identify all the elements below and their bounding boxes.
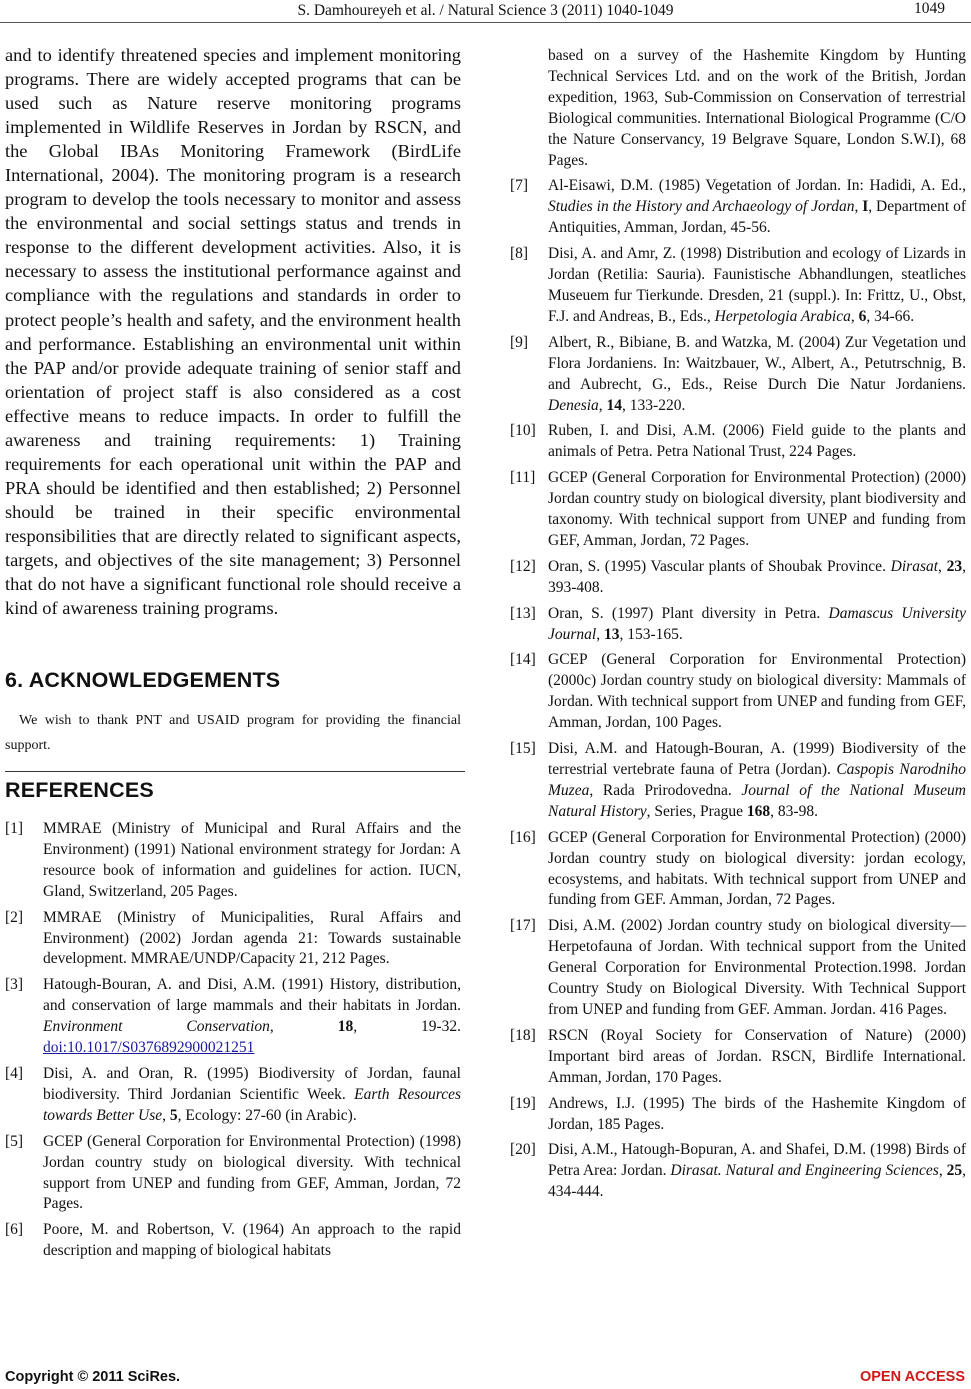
reference-text [548,916,966,1021]
reference-number: [7] [510,177,529,195]
reference-item [510,421,966,463]
reference-segment: , 153-165. [619,625,683,643]
reference-item [5,1220,461,1262]
reference-item [510,604,966,646]
reference-number: [10] [510,422,536,440]
reference-segment: Disi, A. and Amr, Z. (1998) Distribution and ecology of Lizards in Jordan (Retilia: Sauria). Faunistische Abhandlungen, steatliches Museuem fur Tierkunde. Dresden, 21 (suppl.). In: Frittz, U., Obst, F.J. and Andreas, B., Eds., [548,245,966,325]
reference-item [510,739,966,823]
reference-segment: Ruben, I. and Disi, A.M. (2006) Field guide to the plants and animals of Petra. Petra National Trust, 224 Pages. [548,422,966,461]
reference-number: [19] [510,1094,536,1112]
reference-number: [3] [5,976,24,994]
reference-volume: 5 [169,1106,178,1124]
reference-segment: , [162,1106,170,1124]
reference-item [510,468,966,552]
reference-journal: Damascus University Journal [548,604,966,643]
reference-text [548,739,966,823]
reference-number: [4] [5,1064,24,1082]
reference-item [510,916,966,1021]
reference-item [510,650,966,734]
reference-list-left [5,819,461,1267]
reference-segment: , 19-32. [353,1018,462,1036]
reference-text [548,1140,966,1203]
reference-volume: I [862,198,869,216]
reference-volume: 14 [606,396,623,414]
reference-segment: GCEP (General Corporation for Environmental Protection) (2000c) Jordan country study on biological diversity: Mammals of Jordan. With technical support from UNEP and funding from GEF, Amman, Jordan, 100 Pages. [548,651,966,732]
reference-number: [17] [510,917,536,935]
reference-segment: Disi, A.M. and Hatough-Bouran, A. (1999) Biodiversity of the terrestrial vertebrate fauna of Petra (Jordan). [548,740,966,778]
left-column [5,43,462,1260]
doi-link[interactable]: doi:10.1017/S0376892900021251 [43,1039,255,1057]
reference-volume: 18 [337,1018,354,1036]
reference-journal: Dirasat [890,557,939,575]
reference-segment: GCEP (General Corporation for Environmental Protection) (1998) Jordan country study on biological diversity. With technical support from UNEP and funding from GEF, Amman, Jordan, 72 Pages. [43,1132,461,1213]
reference-segment: , [938,1162,947,1180]
reference-segment: Oran, S. (1995) Vascular plants of Shoubak Province. [548,557,891,575]
reference-text [548,244,966,328]
reference-item [510,1094,966,1136]
reference-item [510,1140,966,1203]
reference-volume: 168 [746,802,771,820]
reference-segment: , [850,307,859,325]
header-divider [0,22,971,23]
reference-text [548,176,966,239]
reference-journal: Caspopis Narodniho Muzea [548,761,967,799]
reference-journal: Environment Conservation [43,1018,270,1036]
reference-text [43,1132,461,1216]
reference-segment: Oran, S. (1997) Plant diversity in Petra. [548,604,829,622]
reference-number: [1] [5,820,24,837]
reference-segment: RSCN (Royal Society for Conservation of Nature) (2000) Important bird areas of Jordan. RSCN, Birdlife International. Amman, Jordan, 170 Pages. [548,1026,966,1086]
reference-text [548,468,966,552]
reference-number: [9] [510,333,529,351]
page-footer [0,1369,971,1389]
reference-segment: Poore, M. and Robertson, V. (1964) An approach to the rapid description and mapping of biological habitats [43,1221,461,1260]
reference-number: [8] [510,245,529,263]
reference-journal: Herpetologia Arabica [714,307,851,325]
reference-text [548,604,966,646]
reference-text [43,1064,461,1127]
reference-segment: , [854,198,863,216]
reference-text [43,908,461,971]
reference-volume: 23 [946,557,963,575]
reference-continuation-text: based on a survey of the Hashemite Kingdom by Hunting Technical Services Ltd. and on the work of the British, Jordan expedition, 1963, Sub-Commission on Conservation of terrestrial Biological communities. International Biological Programme (C/O the Nature Conservancy, 19 Belgrave Square, London S.W.I), 68 Pages. [548,47,966,169]
reference-number: [14] [510,651,536,669]
running-header [0,2,971,22]
copyright-notice: Copyright © 2011 SciRes. [5,1369,181,1385]
reference-item [5,1132,461,1216]
reference-segment: , [269,1018,338,1036]
reference-text [548,421,966,463]
reference-item [5,819,461,903]
references-divider [5,771,465,772]
reference-text [548,557,966,599]
reference-number: [11] [510,469,536,487]
reference-segment: GCEP (General Corporation for Environmental Protection) (2000) Jordan country study on biological diversity, plant biodiversity and taxonomy. With technical support from UNEP and funding from GEF, Amman, Jordan, 72 Pages. [548,469,966,549]
right-column [510,46,966,1208]
reference-segment: Albert, R., Bibiane, B. and Watzka, M. (2004) Zur Vegetation und Flora Jordaniens. In: Waitzbauer, W., Albert, A., Petutrschnig, B. and Aubrecht, G., Eds., Reise Durch Die Natur Jordaniens. [548,333,966,393]
reference-item [5,1064,461,1127]
reference-continuation [510,46,966,171]
reference-volume: 6 [858,307,867,325]
reference-volume: 13 [603,625,620,643]
reference-list-right [510,46,966,1203]
reference-item [510,333,966,417]
reference-text [548,650,966,734]
reference-number: [13] [510,604,536,622]
reference-text [548,1026,966,1089]
reference-segment: Disi, A.M. (2002) Jordan country study on biological diversity—Herpetofauna of Jordan. With technical support from the United General Corporation for Environmental Protection.1998. Jordan Country Study on Biological Diversity. With Technical Support from UNEP and funding from GEF. Amman. Jordan. 416 Pages. [548,917,966,1018]
reference-text [43,819,461,903]
reference-segment: MMRAE (Ministry of Municipal and Rural Affairs and the Environment) (1991) National environment strategy for Jordan: A resource book of information and guidelines for action. IUCN, Gland, Switzerland, 205 Pages. [43,820,461,900]
acknowledgements-text: We wish to thank PNT and USAID program for providing the financial support. [5,713,461,753]
reference-item [510,1026,966,1089]
reference-number: [16] [510,828,536,846]
reference-journal: Dirasat. Natural and Engineering Sciences [670,1162,939,1180]
running-title: S. Damhoureyeh et al. / Natural Science 3 (2011) 1040-1049 [297,2,674,19]
reference-segment: , 434-444. [548,1162,966,1201]
reference-segment: , 34-66. [866,307,915,325]
reference-segment: , Department of Antiquities, Amman, Jordan, 45-56. [548,198,967,237]
reference-segment: , Series, Prague [646,802,747,820]
reference-item [510,176,966,239]
reference-text [43,1220,461,1262]
reference-segment: , 83-98. [770,802,818,820]
reference-segment: , [598,396,607,414]
reference-item [5,975,461,1059]
reference-number: [15] [510,740,536,758]
reference-journal: Denesia [548,396,599,414]
open-access-label: OPEN ACCESS [859,1369,965,1385]
reference-journal: Journal of the National Museum Natural History [548,781,966,820]
reference-item [510,828,966,912]
reference-segment: , 133-220. [622,396,686,414]
references-heading: REFERENCES [5,778,154,802]
reference-segment: , 393-408. [548,557,967,596]
reference-journal: Earth Resources towards Better Use [43,1085,461,1124]
reference-text [43,975,461,1059]
reference-segment: Disi, A.M., Hatough-Bopuran, A. and Shafei, D.M. (1998) Birds of Petra Area: Jordan. [548,1141,966,1180]
reference-segment: Hatough-Bouran, A. and Disi, A.M. (1991) History, distribution, and conservation of large mammals and their habitats in Jordan. [43,976,461,1015]
reference-item [5,908,461,971]
reference-segment: , Ecology: 27-60 (in Arabic). [177,1106,357,1124]
reference-volume: 25 [946,1162,963,1180]
reference-number: [5] [5,1132,24,1150]
reference-item [510,244,966,328]
reference-segment: , [938,557,947,575]
reference-number: [6] [5,1221,24,1239]
page-number: 1049 [914,0,945,17]
reference-segment: , [596,625,604,643]
reference-number: [18] [510,1026,536,1044]
reference-segment: Andrews, I.J. (1995) The birds of the Hashemite Kingdom of Jordan, 185 Pages. [548,1094,966,1133]
reference-number: [2] [5,908,24,926]
reference-text [548,333,966,417]
reference-text [548,828,966,912]
reference-segment: Al-Eisawi, D.M. (1985) Vegetation of Jordan. In: Hadidi, A. Ed., [548,177,966,195]
reference-segment: MMRAE (Ministry of Municipalities, Rural Affairs and Environment) (2002) Jordan agenda 21: Towards sustainable development. MMRAE/UNDP/Capacity 21, 212 Pages. [43,908,461,968]
reference-journal: Studies in the History and Archaeology of Jordan [548,198,855,216]
reference-segment: Disi, A. and Oran, R. (1995) Biodiversity of Jordan, faunal biodiversity. Third Jordanian Scientific Week. [43,1064,461,1103]
reference-item [510,557,966,599]
reference-number: [20] [510,1141,536,1159]
reference-segment: GCEP (General Corporation for Environmental Protection) (2000) Jordan country study on biological diversity: jordan ecology, ecosystems, and habitats. With technical support from UNEP and funding from GEF. Amman, Jordan, 72 Pages. [548,828,966,909]
body-paragraph: and to identify threatened species and implement monitoring programs. There are widely accepted programs that can be used such as Nature reserve monitoring programs implemented in Wildlife Reserves in Jordan by RSCN, and the Global IBAs Monitoring Framework (BirdLife International, 2004). The monitoring program is a research program to develop the tools necessary to monitor and assess the environmental and social settings status and trends in response to the different development activities. Also, it is necessary to assess the institutional performance against and compliance with the regulations and standards in order to protect people’s health and safety, and the environment health and performance. Establishing an environmental unit within the PAP and/or provide adequate training of senior staff and orientation of project staff is also considered as a cost effective means to reduce impacts. In order to fulfill the awareness and training requirements: 1) Training requirements for each operational unit within the PAP and PRA should be identified and then established; 2) Personnel should be trained in their specific environmental responsibilities that are directly related to significant aspects, targets, and objectives of the site management; 3) Personnel that do not have a significant functional role should receive a kind of awareness training programs. [5,45,461,619]
reference-segment: , Rada Prirodovedna. [589,781,742,799]
reference-text [548,1094,966,1136]
acknowledgements-heading: 6. ACKNOWLEDGEMENTS [5,668,281,692]
reference-number: [12] [510,557,536,575]
